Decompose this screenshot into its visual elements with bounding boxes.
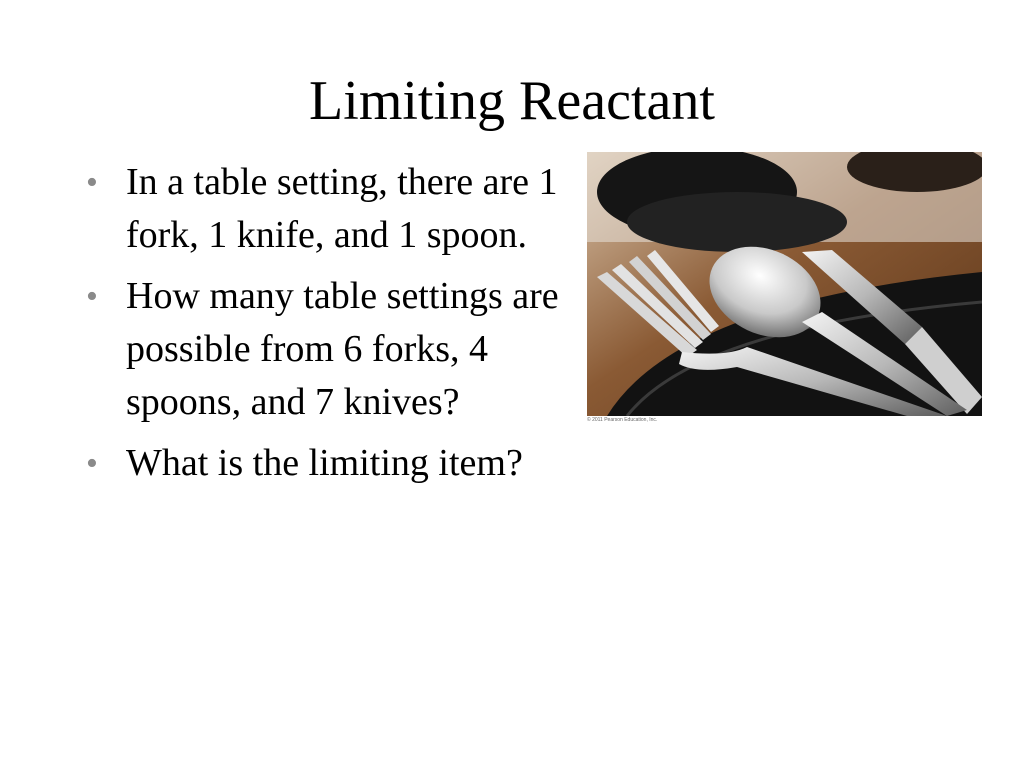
bullet-list [84, 156, 564, 498]
photo-credit: © 2011 Pearson Education, Inc. [587, 417, 658, 423]
bullet-text: How many table settings are possible from 6 forks, 4 spoons, and 7 knives? [126, 275, 559, 423]
cutlery-photo [587, 152, 982, 416]
bullet-text: What is the limiting item? [126, 442, 523, 484]
bullet-item [84, 270, 564, 429]
bullet-icon: • [86, 278, 98, 315]
slide-title: Limiting Reactant [309, 70, 715, 132]
bullet-text: In a table setting, there are 1 fork, 1 knife, and 1 spoon. [126, 161, 558, 256]
bullet-icon: • [86, 445, 98, 482]
bullet-icon: • [86, 164, 98, 201]
bullet-item [84, 156, 564, 262]
bullet-item [84, 437, 564, 490]
